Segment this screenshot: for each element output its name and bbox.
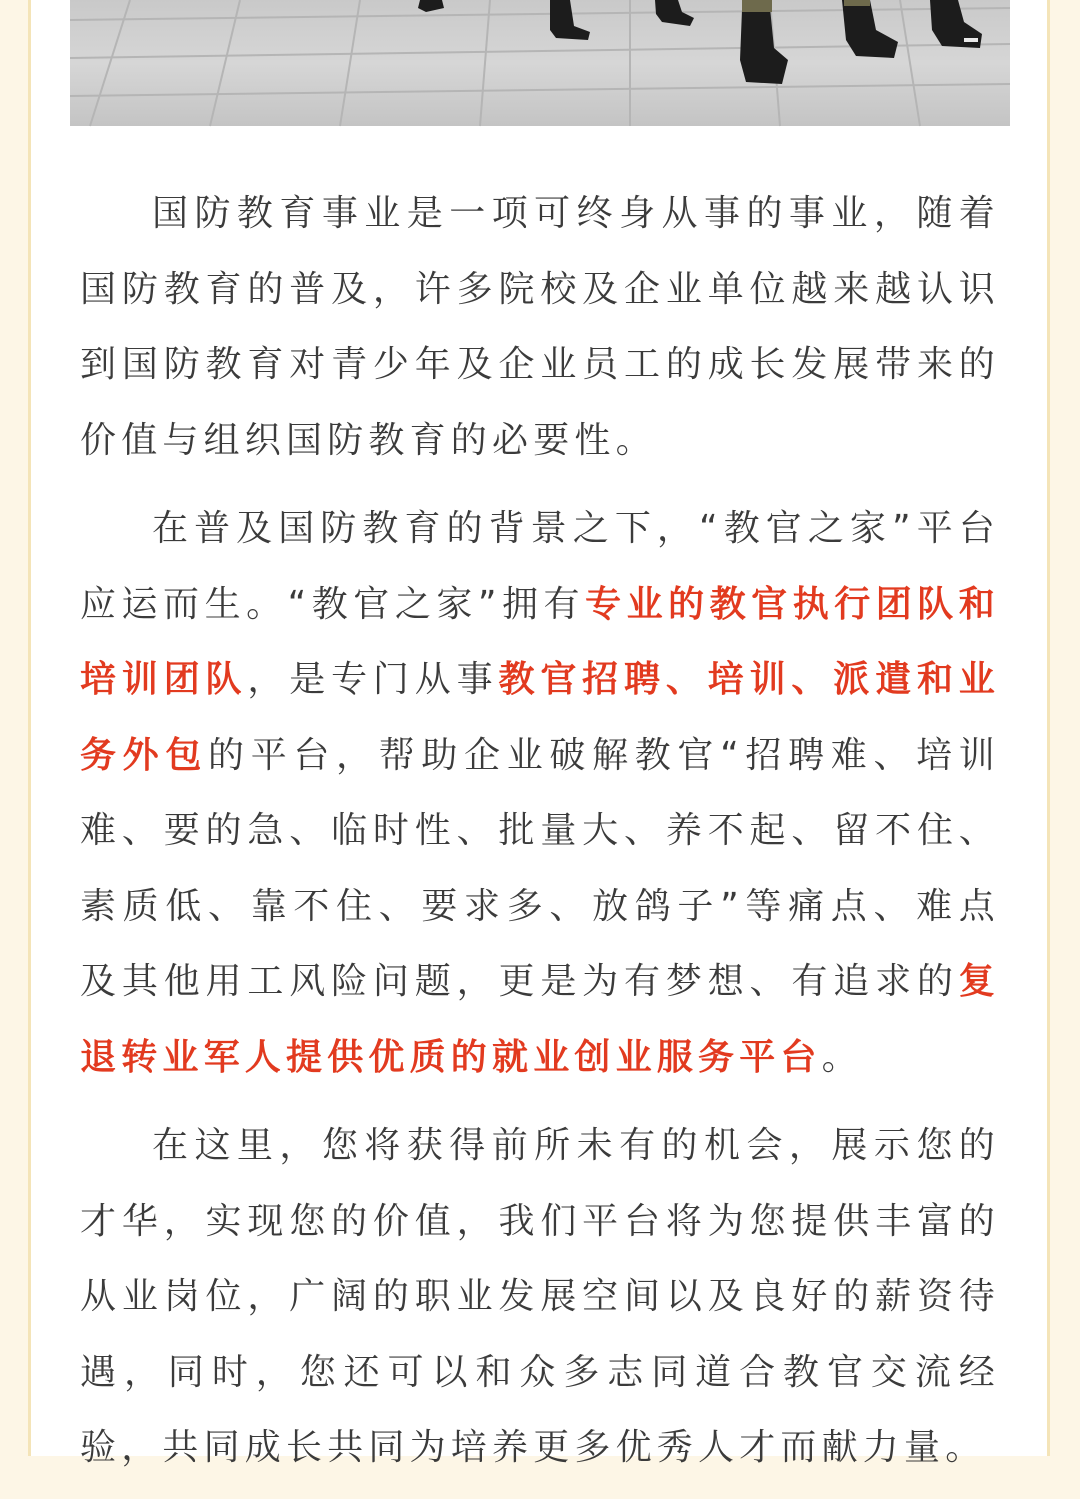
- paragraph-2-text-2: ，是专门从事: [247, 659, 499, 700]
- highlight-services: 教官招聘、培训、派遣和业务外包: [80, 659, 1000, 776]
- soldiers-photo: [70, 0, 1010, 126]
- paragraph-2-text-4: 。: [821, 1036, 863, 1078]
- highlight-veteran-platform: 复退转业军人提供优质的就业创业服务平台: [80, 961, 1000, 1078]
- paragraph-3: 在这里，您将获得前所未有的机会，展示您的才华，实现您的价值，我们平台将为您提供丰富的从业岗位，广阔的职业发展空间以及良好的薪资待遇，同时，您还可以和众多志同道合教官交流经验，共同成长共同为培养更多优秀人才而献力量。: [80, 1125, 1000, 1468]
- paragraph-2: [80, 491, 1000, 1095]
- photo-soldiers-marching-boots-icon: [70, 0, 1010, 126]
- paragraph-2-text-1: 在普及国防教育的背景之下，“教官之家”平台应运而生。“教官之家”拥有: [80, 508, 1000, 625]
- paragraph-2-text-3: 的平台，帮助企业破解教官“招聘难、培训难、要的急、临时性、批量大、养不起、留不住、素质低、靠不住、要求多、放鸽子”等痛点、难点及其他用工风险问题，更是为有梦想、有追求的: [80, 734, 1000, 1002]
- highlight-team: 专业的教官执行团队和培训团队: [80, 583, 1000, 700]
- paragraph-1: 国防教育事业是一项可终身从事的事业，随着国防教育的普及，许多院校及企业单位越来越认识到国防教育对青少年及企业员工的成长发展带来的价值与组织国防教育的必要性。: [80, 193, 1000, 461]
- article-body: [80, 176, 1000, 1499]
